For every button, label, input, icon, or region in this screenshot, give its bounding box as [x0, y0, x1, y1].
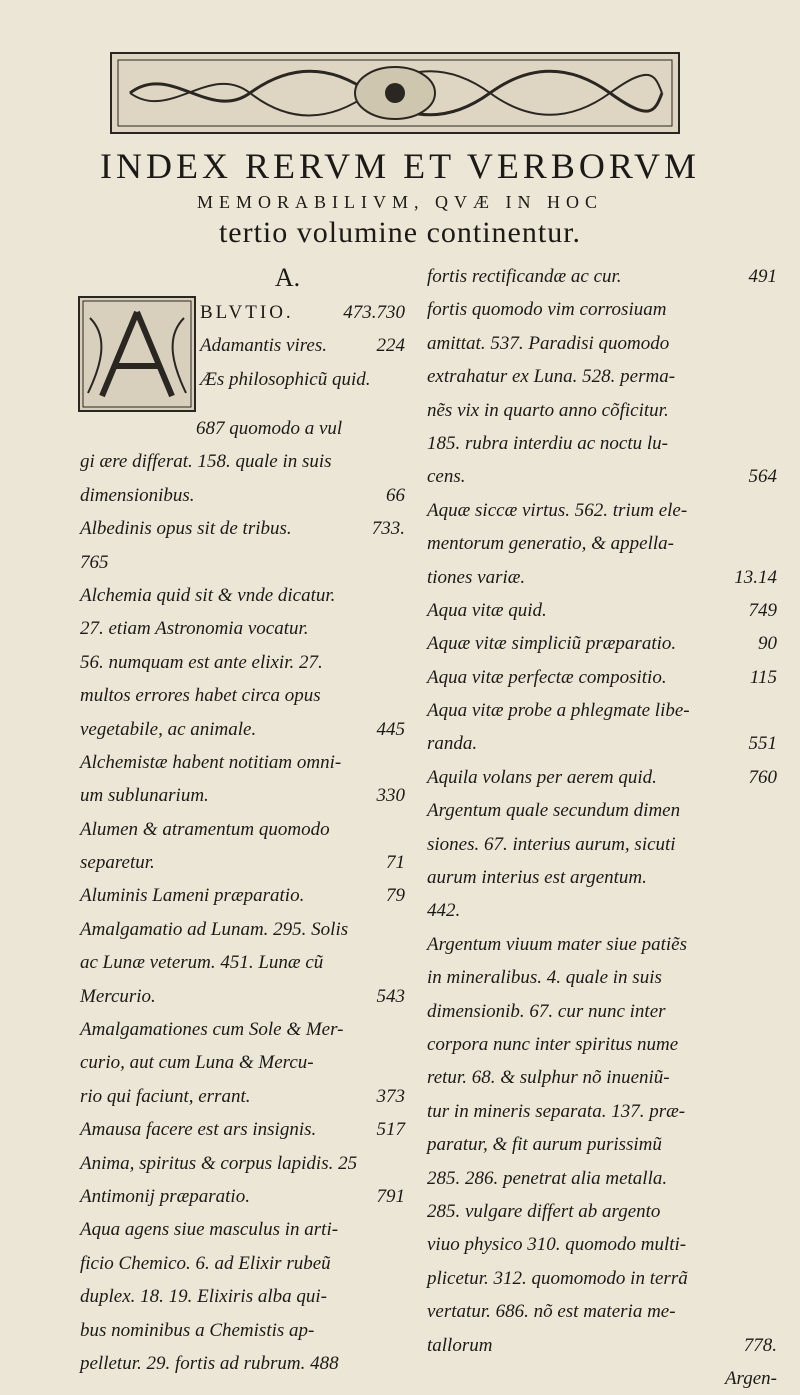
index-entry: Mercurio. 543 [80, 985, 405, 1007]
index-entry: cens. 564 [427, 466, 777, 488]
index-subtitle-continued: tertio volumine continentur. [218, 216, 582, 249]
index-entry: 185. rubra interdiu ac noctu lu- [427, 432, 668, 454]
index-entry: viuo physico 310. quomodo multi- [427, 1234, 687, 1256]
index-entry: Aluminis Lameni præparatio. 79 [80, 885, 405, 907]
index-entry: mentorum generatio, & appella- [427, 533, 674, 555]
index-entry: Argentum quale secundum dimen [427, 800, 681, 822]
right-column [427, 260, 777, 1395]
index-entry: Alchemistæ habent notitiam omni- [80, 751, 342, 773]
index-entry: amittat. 537. Paradisi quomodo [427, 332, 670, 354]
index-entry: Alumen & atramentum quomodo [80, 818, 330, 840]
index-entry: tiones variæ. 13.14 [427, 566, 777, 588]
index-entry: Antimonij præparatio. 791 [80, 1185, 405, 1207]
index-entry: Æs philosophicũ quid. [200, 368, 371, 390]
index-entry: Aquæ vitæ simpliciũ præparatio. 90 [427, 633, 777, 655]
index-entry: Aqua vitæ perfectæ compositio. 115 [427, 666, 777, 688]
index-entry: in mineralibus. 4. quale in suis [427, 967, 662, 989]
index-entry: tur in mineris separata. 137. præ- [427, 1100, 686, 1122]
index-entry: aurum interius est argentum. [427, 867, 647, 889]
index-entry: pelletur. 29. fortis ad rubrum. 488 [80, 1352, 339, 1374]
index-entry: 27. etiam Astronomia vocatur. [80, 618, 309, 640]
index-entry: bus nominibus a Chemistis ap- [80, 1319, 315, 1341]
index-entry: curio, aut cum Luna & Mercu- [80, 1052, 314, 1074]
index-entry: Amalgamationes cum Sole & Mer- [80, 1019, 344, 1041]
index-entry: Aqua agens siue masculus in arti- [80, 1219, 339, 1241]
index-entry: siones. 67. interius aurum, sicuti [427, 833, 676, 855]
index-entry: 56. numquam est ante elixir. 27. [80, 651, 323, 673]
index-entry: randa. 551 [427, 733, 777, 755]
index-entry: extrahatur ex Luna. 528. perma- [427, 366, 676, 388]
index-subtitle: MEMORABILIVM, QVÆ IN HOC [196, 192, 603, 212]
index-entry: fortis rectificandæ ac cur. 491 [427, 266, 777, 287]
index-entry: Amalgamatio ad Lunam. 295. Solis [80, 918, 349, 940]
index-entry: fortis quomodo vim corrosiuam [427, 299, 667, 321]
index-entry: Aqua vitæ quid. 749 [427, 599, 777, 621]
index-entry: Argentum viuum mater siue patiẽs [427, 933, 687, 955]
index-entry: multos errores habet circa opus [80, 685, 321, 707]
index-entry: nẽs vix in quarto anno cõficitur. [427, 399, 669, 421]
index-entry: Alchemia quid sit & vnde dicatur. [80, 584, 336, 606]
index-entry: vertatur. 686. nõ est materia me- [427, 1301, 676, 1323]
index-entry: vegetabile, ac animale. 445 [80, 718, 405, 740]
index-entry: 687 quomodo a vul [196, 418, 343, 439]
index-entry: plicetur. 312. quomomodo in terrã [427, 1267, 688, 1289]
index-entry: corpora nunc inter spiritus nume [427, 1033, 679, 1055]
index-entry: separetur. 71 [80, 852, 405, 874]
index-entry: um sublunarium. 330 [80, 785, 405, 807]
index-entry: Albedinis opus sit de tribus. 733. [80, 518, 405, 540]
index-entry: gi ære differat. 158. quale in suis [80, 451, 332, 473]
index-entry: duplex. 18. 19. Elixiris alba qui- [80, 1286, 327, 1308]
index-entry: Anima, spiritus & corpus lapidis. 25 [80, 1152, 358, 1174]
headpiece-ornament [110, 52, 680, 134]
section-letter: A. [274, 263, 301, 292]
index-entry: tallorum 778. [427, 1334, 777, 1356]
index-entry: retur. 68. & sulphur nõ inueniũ- [427, 1067, 670, 1089]
index-entry: Aquæ siccæ virtus. 562. trium ele- [427, 499, 688, 521]
index-entry: ac Lunæ veterum. 451. Lunæ cũ [80, 952, 324, 974]
index-entry: 442. [427, 900, 461, 922]
index-entry: paratur, & fit aurum purissimũ [427, 1134, 662, 1156]
index-entry: Aquila volans per aerem quid. 760 [427, 766, 777, 788]
index-entry: Aqua vitæ probe a phlegmate libe- [427, 700, 690, 722]
left-column [80, 260, 405, 1380]
catchword: Argen- [724, 1367, 777, 1389]
index-entry: Adamantis vires. 224 [200, 335, 405, 357]
index-entry: Amausa facere est ars insignis. 517 [80, 1119, 405, 1141]
index-entry: 285. vulgare differt ab argento [427, 1200, 661, 1222]
index-title: INDEX RERVM ET VERBORVM [100, 146, 700, 186]
index-entry: 285. 286. penetrat alia metalla. [427, 1167, 668, 1189]
index-entry: dimensionib. 67. cur nunc inter [427, 1000, 666, 1022]
index-entry: rio qui faciunt, errant. 373 [80, 1085, 405, 1107]
index-entry: BLVTIO. 473.730 [200, 302, 405, 323]
index-entry: ficio Chemico. 6. ad Elixir rubeũ [80, 1252, 331, 1274]
index-entry: 765 [80, 551, 109, 573]
index-entry: dimensionibus. 66 [80, 484, 405, 506]
